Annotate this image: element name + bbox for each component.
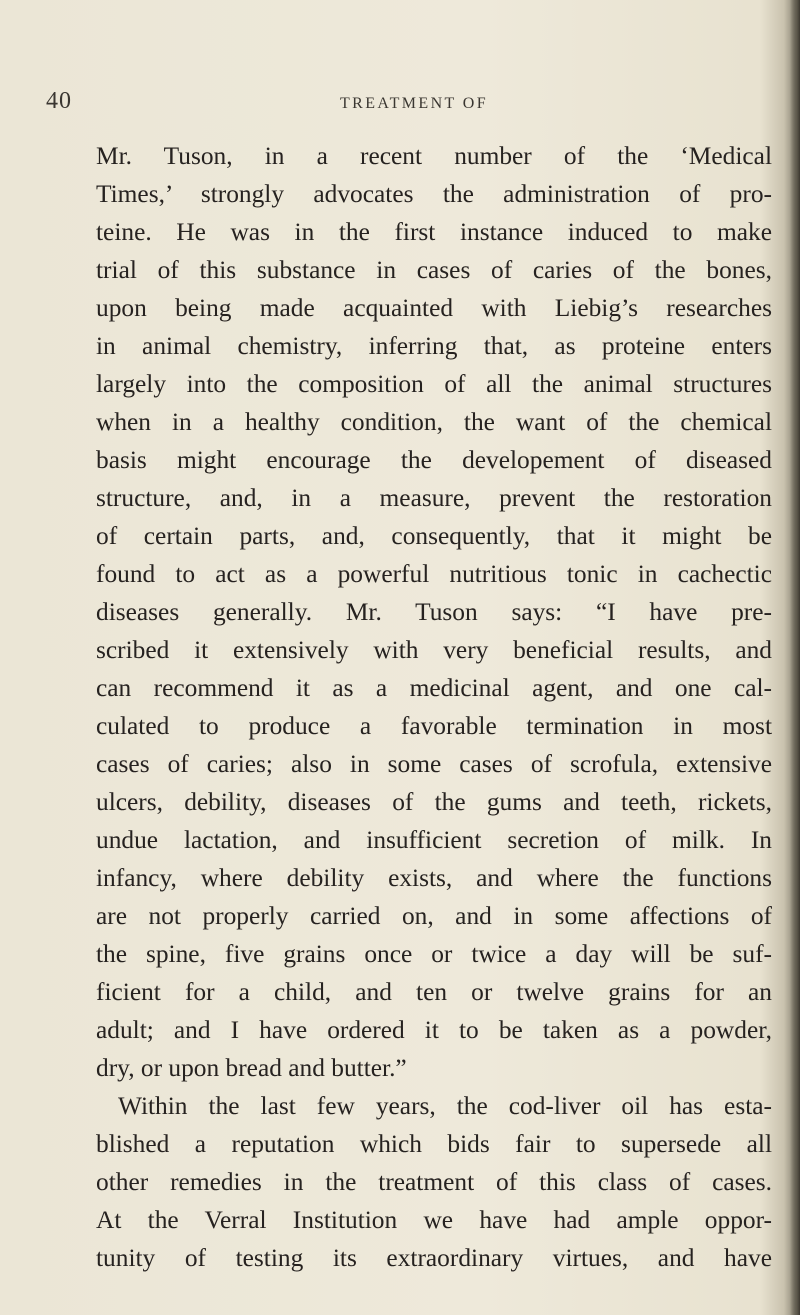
- text-line: adult; and I have ordered it to be taken as a powder,: [96, 1016, 772, 1044]
- text-line: other remedies in the treatment of this class of cases.: [96, 1168, 772, 1196]
- body-text: [96, 137, 772, 1277]
- text-line: can recommend it as a medicinal agent, and one cal-: [96, 674, 772, 702]
- text-line: Times,’ strongly advocates the administration of pro-: [96, 180, 772, 208]
- text-line: Mr. Tuson, in a recent number of the ‘Medical: [96, 142, 772, 170]
- text-line: basis might encourage the developement of diseased: [96, 446, 772, 474]
- text-line: upon being made acquainted with Liebig’s researches: [96, 294, 772, 322]
- text-line: ficient for a child, and ten or twelve grains for an: [96, 978, 772, 1006]
- text-line: Within the last few years, the cod-liver oil has esta-: [118, 1092, 772, 1120]
- text-line: found to act as a powerful nutritious tonic in cachectic: [96, 560, 772, 588]
- text-line: dry, or upon bread and butter.”: [96, 1054, 407, 1082]
- text-line: undue lactation, and insufficient secretion of milk. In: [96, 826, 772, 854]
- page-number: 40: [46, 88, 72, 114]
- text-line: culated to produce a favorable termination in most: [96, 712, 772, 740]
- text-line: the spine, five grains once or twice a day will be suf-: [96, 940, 772, 968]
- text-line: of certain parts, and, consequently, that it might be: [96, 522, 772, 550]
- running-head: [0, 88, 800, 120]
- text-line: when in a healthy condition, the want of the chemical: [96, 408, 772, 436]
- text-line: in animal chemistry, inferring that, as proteine enters: [96, 332, 772, 360]
- text-line: structure, and, in a measure, prevent the restoration: [96, 484, 772, 512]
- running-head-title: TREATMENT OF: [340, 95, 489, 112]
- text-line: cases of caries; also in some cases of scrofula, extensive: [96, 750, 772, 778]
- text-line: scribed it extensively with very beneficial results, and: [96, 636, 772, 664]
- text-line: blished a reputation which bids fair to supersede all: [96, 1130, 772, 1158]
- text-line: largely into the composition of all the animal structures: [96, 370, 772, 398]
- text-line: diseases generally. Mr. Tuson says: “I have pre-: [96, 598, 772, 626]
- text-line: are not properly carried on, and in some affections of: [96, 902, 772, 930]
- text-line: trial of this substance in cases of caries of the bones,: [96, 256, 772, 284]
- text-line: At the Verral Institution we have had ample oppor-: [96, 1206, 772, 1234]
- page-edge-shadow: [790, 0, 800, 1315]
- text-line: ulcers, debility, diseases of the gums and teeth, rickets,: [96, 788, 772, 816]
- text-line: tunity of testing its extraordinary virtues, and have: [96, 1244, 772, 1272]
- text-line: teine. He was in the first instance induced to make: [96, 218, 772, 246]
- text-line: infancy, where debility exists, and where the functions: [96, 864, 772, 892]
